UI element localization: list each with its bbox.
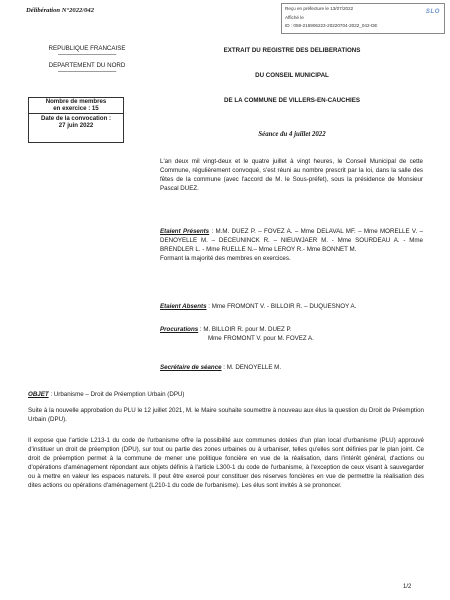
body-paragraph: Il expose que l'article L213-1 du code de l'urbanisme offre la possibilité aux communes dotées d'un plan local d'urbanisme (PLU) approuvé d'instituer un droit de préemption (DPU), sur tout ou partie des zones urbaines ou à urbaniser, telles qu'elles sont définies par le plan joint. Ce droit de préemption permet à la commune de mener une politique foncière en vue de la réalisation, dans l'intérêt général, d'actions ou d'opérations d'aménagement répondant aux objets définis à l'article L300-1 du code de l'urbanisme, à l'exception de ceux visant à sauvegarder ou à mettre en valeur les espaces naturels. Il peut être exercé pour constituer des réserves foncières en vue de permettre la réalisation des dites actions ou opérations d'aménagement (L210-1 du code de l'urbanisme). Les élus sont invités à se prononcer. — [28, 437, 424, 490]
absent-members — [160, 302, 423, 311]
present-list: : M.M. DUEZ P. – FOVEZ A. – Mme DELAVAL MF. – Mme MORELLE V. – DENOYELLE M. – DECEUNINCK R. – NIEUWJAER M. - Mme SOURDEAU A. - Mme BRENDLER L. - Mme RUELLE N.– Mme LEROY R.- Mme BONNET M. — [160, 228, 423, 254]
republic-label: REPUBLIQUE FRANCAISE — [48, 45, 126, 52]
procurations-label: Procurations — [160, 326, 199, 333]
body-paragraph: Suite à la nouvelle approbation du PLU le 12 juillet 2021, M. le Maire souhaite soumettre à nouveau aux élus la question du Droit de Préemption Urbain (DPU). — [28, 407, 424, 424]
convocation-label: Date de la convocation : — [40, 114, 112, 122]
procuration-line: Mme FROMONT V. pour M. FOVEZ A. — [208, 335, 314, 343]
stamp-posted-line: Affiché le — [285, 14, 304, 20]
absent-list: : Mme FROMONT V. - BILLOIR R. – DUQUESNOY A. — [206, 303, 357, 310]
deliberation-number: Délibération N°2022/042 — [26, 7, 95, 14]
session-date: Séance du 4 juillet 2022 — [258, 131, 326, 138]
procuration-line: : M. BILLOIR R. pour M. DUEZ P. — [198, 326, 292, 333]
procurations — [160, 325, 423, 343]
left-header — [27, 45, 147, 74]
members-value: en exercice : 15 — [53, 105, 99, 113]
secretary-name: : M. DENOYELLE M. — [221, 364, 282, 371]
header-rule: —————————— — [58, 68, 116, 75]
stamp-id-line: ID : 059-215906223-20220704-2022_042-DE — [285, 23, 378, 29]
subject-text: : Urbanisme – Droit de Préemption Urbain (DPU) — [48, 391, 185, 398]
header-rule: —————————— — [58, 51, 116, 58]
absent-label: Etaient Absents — [160, 303, 207, 310]
commune-title: DE LA COMMUNE DE VILLERS-EN-CAUCHIES — [224, 97, 360, 104]
intro-paragraph: L'an deux mil vingt-deux et le quatre juillet à vingt heures, le Conseil Municipal de cette Commune, régulièrement convoqué, s'est réuni au nombre prescrit par la loi, dans la salle des fêtes de la commune (avec l'accord de M. le Sous-préfet), sous la présidence de Monsieur Pascal DUEZ. — [160, 158, 423, 193]
members-box — [28, 97, 124, 143]
stamp-received-line: Reçu en préfecture le 13/07/2022 — [285, 6, 354, 11]
present-members — [160, 227, 423, 263]
majority-line: Formant la majorité des membres en exercices. — [160, 255, 291, 263]
council-title: DU CONSEIL MUNICIPAL — [255, 72, 329, 79]
convocation-date: 27 juin 2022 — [58, 122, 94, 130]
present-label: Etaient Présents — [160, 228, 210, 235]
stamp-logo: SLO — [425, 9, 440, 15]
session-secretary — [160, 363, 423, 372]
subject-label: OBJET — [28, 391, 49, 398]
register-title: EXTRAIT DU REGISTRE DES DELIBERATIONS — [223, 47, 361, 54]
secretary-label: Secrétaire de séance — [160, 364, 222, 371]
subject-line — [28, 390, 424, 399]
department-label: DEPARTEMENT DU NORD — [48, 62, 126, 69]
prefecture-stamp — [281, 3, 445, 34]
members-label: Nombre de membres — [45, 98, 107, 105]
page-number: 1/2 — [403, 584, 412, 590]
